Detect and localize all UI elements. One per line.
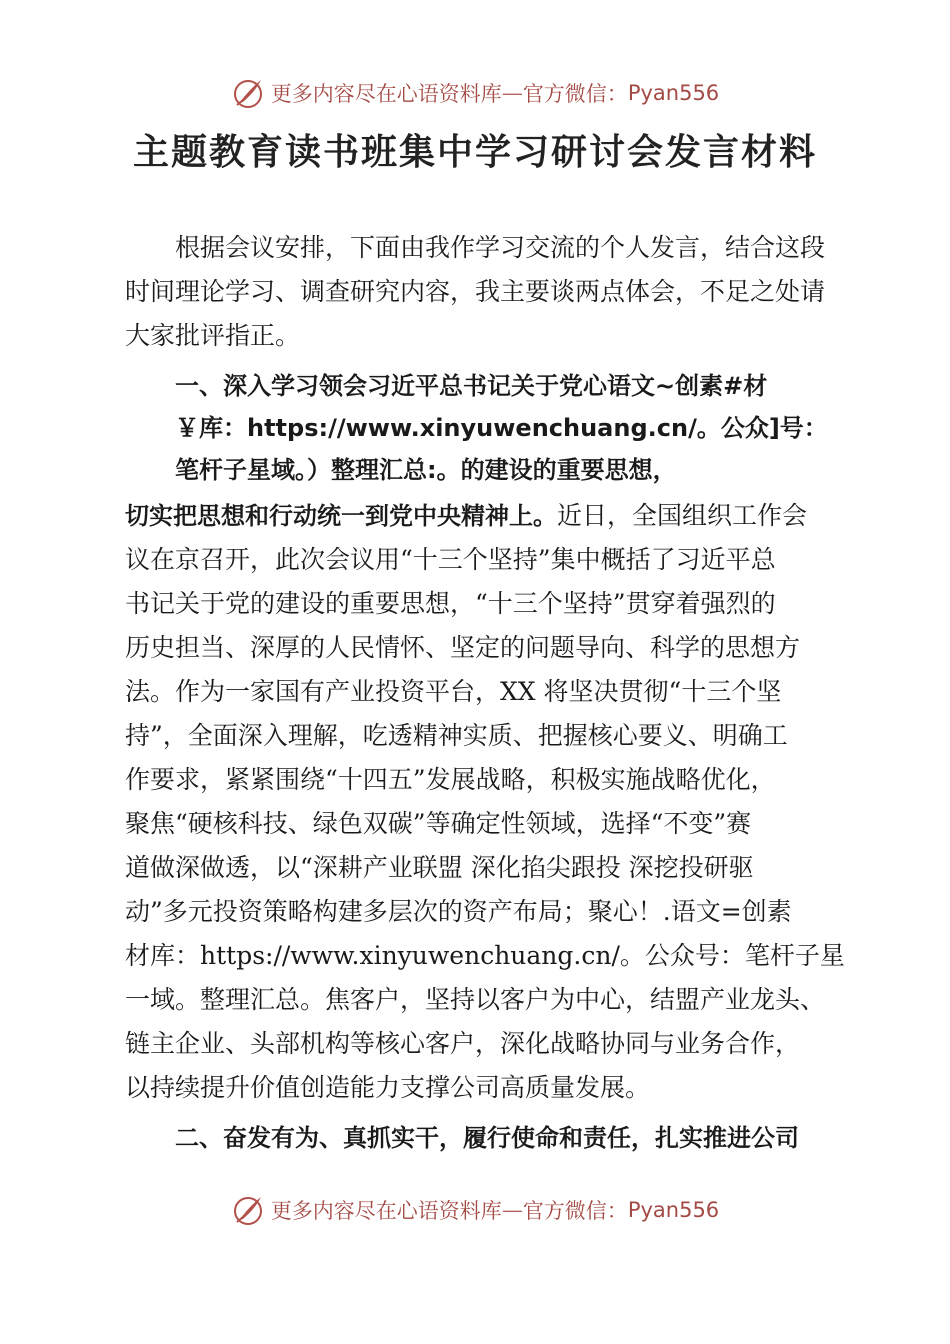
- section2-heading: [125, 1116, 845, 1160]
- watermark-label: 官方微信：: [522, 1199, 628, 1223]
- lead-line: [125, 494, 845, 538]
- section1-body: [125, 494, 845, 1110]
- watermark-separator: —: [501, 81, 523, 105]
- watermark-code: Pyan556: [627, 81, 720, 105]
- text-line: 作要求，紧紧围绕“十四五”发展战略，积极实施战略优化，: [125, 765, 776, 794]
- text-line: 议在京召开，此次会议用“十三个坚持”集中概括了习近平总: [125, 545, 776, 574]
- heading-line: 笔杆子星域。）整理汇总:。的建设的重要思想，: [175, 456, 677, 484]
- quill-logo-icon: [231, 1193, 265, 1227]
- watermark-separator: —: [501, 1198, 523, 1222]
- document-title: 主题教育读书班集中学习研讨会发言材料: [132, 131, 817, 173]
- watermark-header: [0, 73, 950, 113]
- watermark-text: 更多内容尽在心语资料库: [270, 82, 502, 106]
- watermark-label: 官方微信：: [522, 82, 628, 106]
- text-line: 动”多元投资策略构建多层次的资产布局；聚心！.语文=创素: [125, 897, 792, 926]
- quill-logo-icon: [231, 76, 265, 110]
- section1-heading: [125, 365, 845, 491]
- lead-bold: 切实把思想和行动统一到党中央精神上。: [125, 502, 557, 530]
- watermark-text: 更多内容尽在心语资料库: [270, 1199, 502, 1223]
- text-line: 道做深做透，以“深耕产业联盟 深化掐尖跟投 深挖投研驱: [125, 853, 754, 882]
- text-line: 以持续提升价值创造能力支撑公司高质量发展。: [125, 1073, 651, 1102]
- heading-line: 一、深入学习领会习近平总书记关于党心语文~创素#材: [175, 372, 768, 400]
- text-line: 聚焦“硬核科技、绿色双碳”等确定性领域，选择“不变”赛: [125, 809, 752, 838]
- text-line: 法。作为一家国有产业投资平台，XX 将坚决贯彻“十三个坚: [125, 677, 782, 706]
- text-line: 大家批评指正。: [125, 321, 301, 350]
- lead-rest: 近日，全国组织工作会: [557, 501, 808, 530]
- text-line: 持”，全面深入理解，吃透精神实质、把握核心要义、明确工: [125, 721, 788, 750]
- text-line: 链主企业、头部机构等核心客户，深化战略协同与业务合作，: [125, 1029, 801, 1058]
- text-line: 一域。整理汇总。焦客户，坚持以客户为中心，结盟产业龙头、: [125, 985, 826, 1014]
- text-line: 根据会议安排，下面由我作学习交流的个人发言，结合这段: [175, 233, 826, 262]
- watermark-footer: [0, 1190, 950, 1230]
- text-line: 历史担当、深厚的人民情怀、坚定的问题导向、科学的思想方: [125, 633, 801, 662]
- heading-line: ￥库：https://www.xinyuwenchuang.cn/。公众]号：: [175, 414, 828, 442]
- watermark-code: Pyan556: [627, 1198, 720, 1222]
- intro-paragraph: [125, 226, 845, 358]
- text-line: 时间理论学习、调查研究内容，我主要谈两点体会，不足之处请: [125, 277, 826, 306]
- text-line: 书记关于党的建设的重要思想，“十三个坚持”贯穿着强烈的: [125, 589, 776, 618]
- text-line: 材库：https://www.xinyuwenchuang.cn/。公众号：笔杆子星: [125, 941, 845, 970]
- heading-line: 二、奋发有为、真抓实干，履行使命和责任，扎实推进公司: [175, 1124, 799, 1152]
